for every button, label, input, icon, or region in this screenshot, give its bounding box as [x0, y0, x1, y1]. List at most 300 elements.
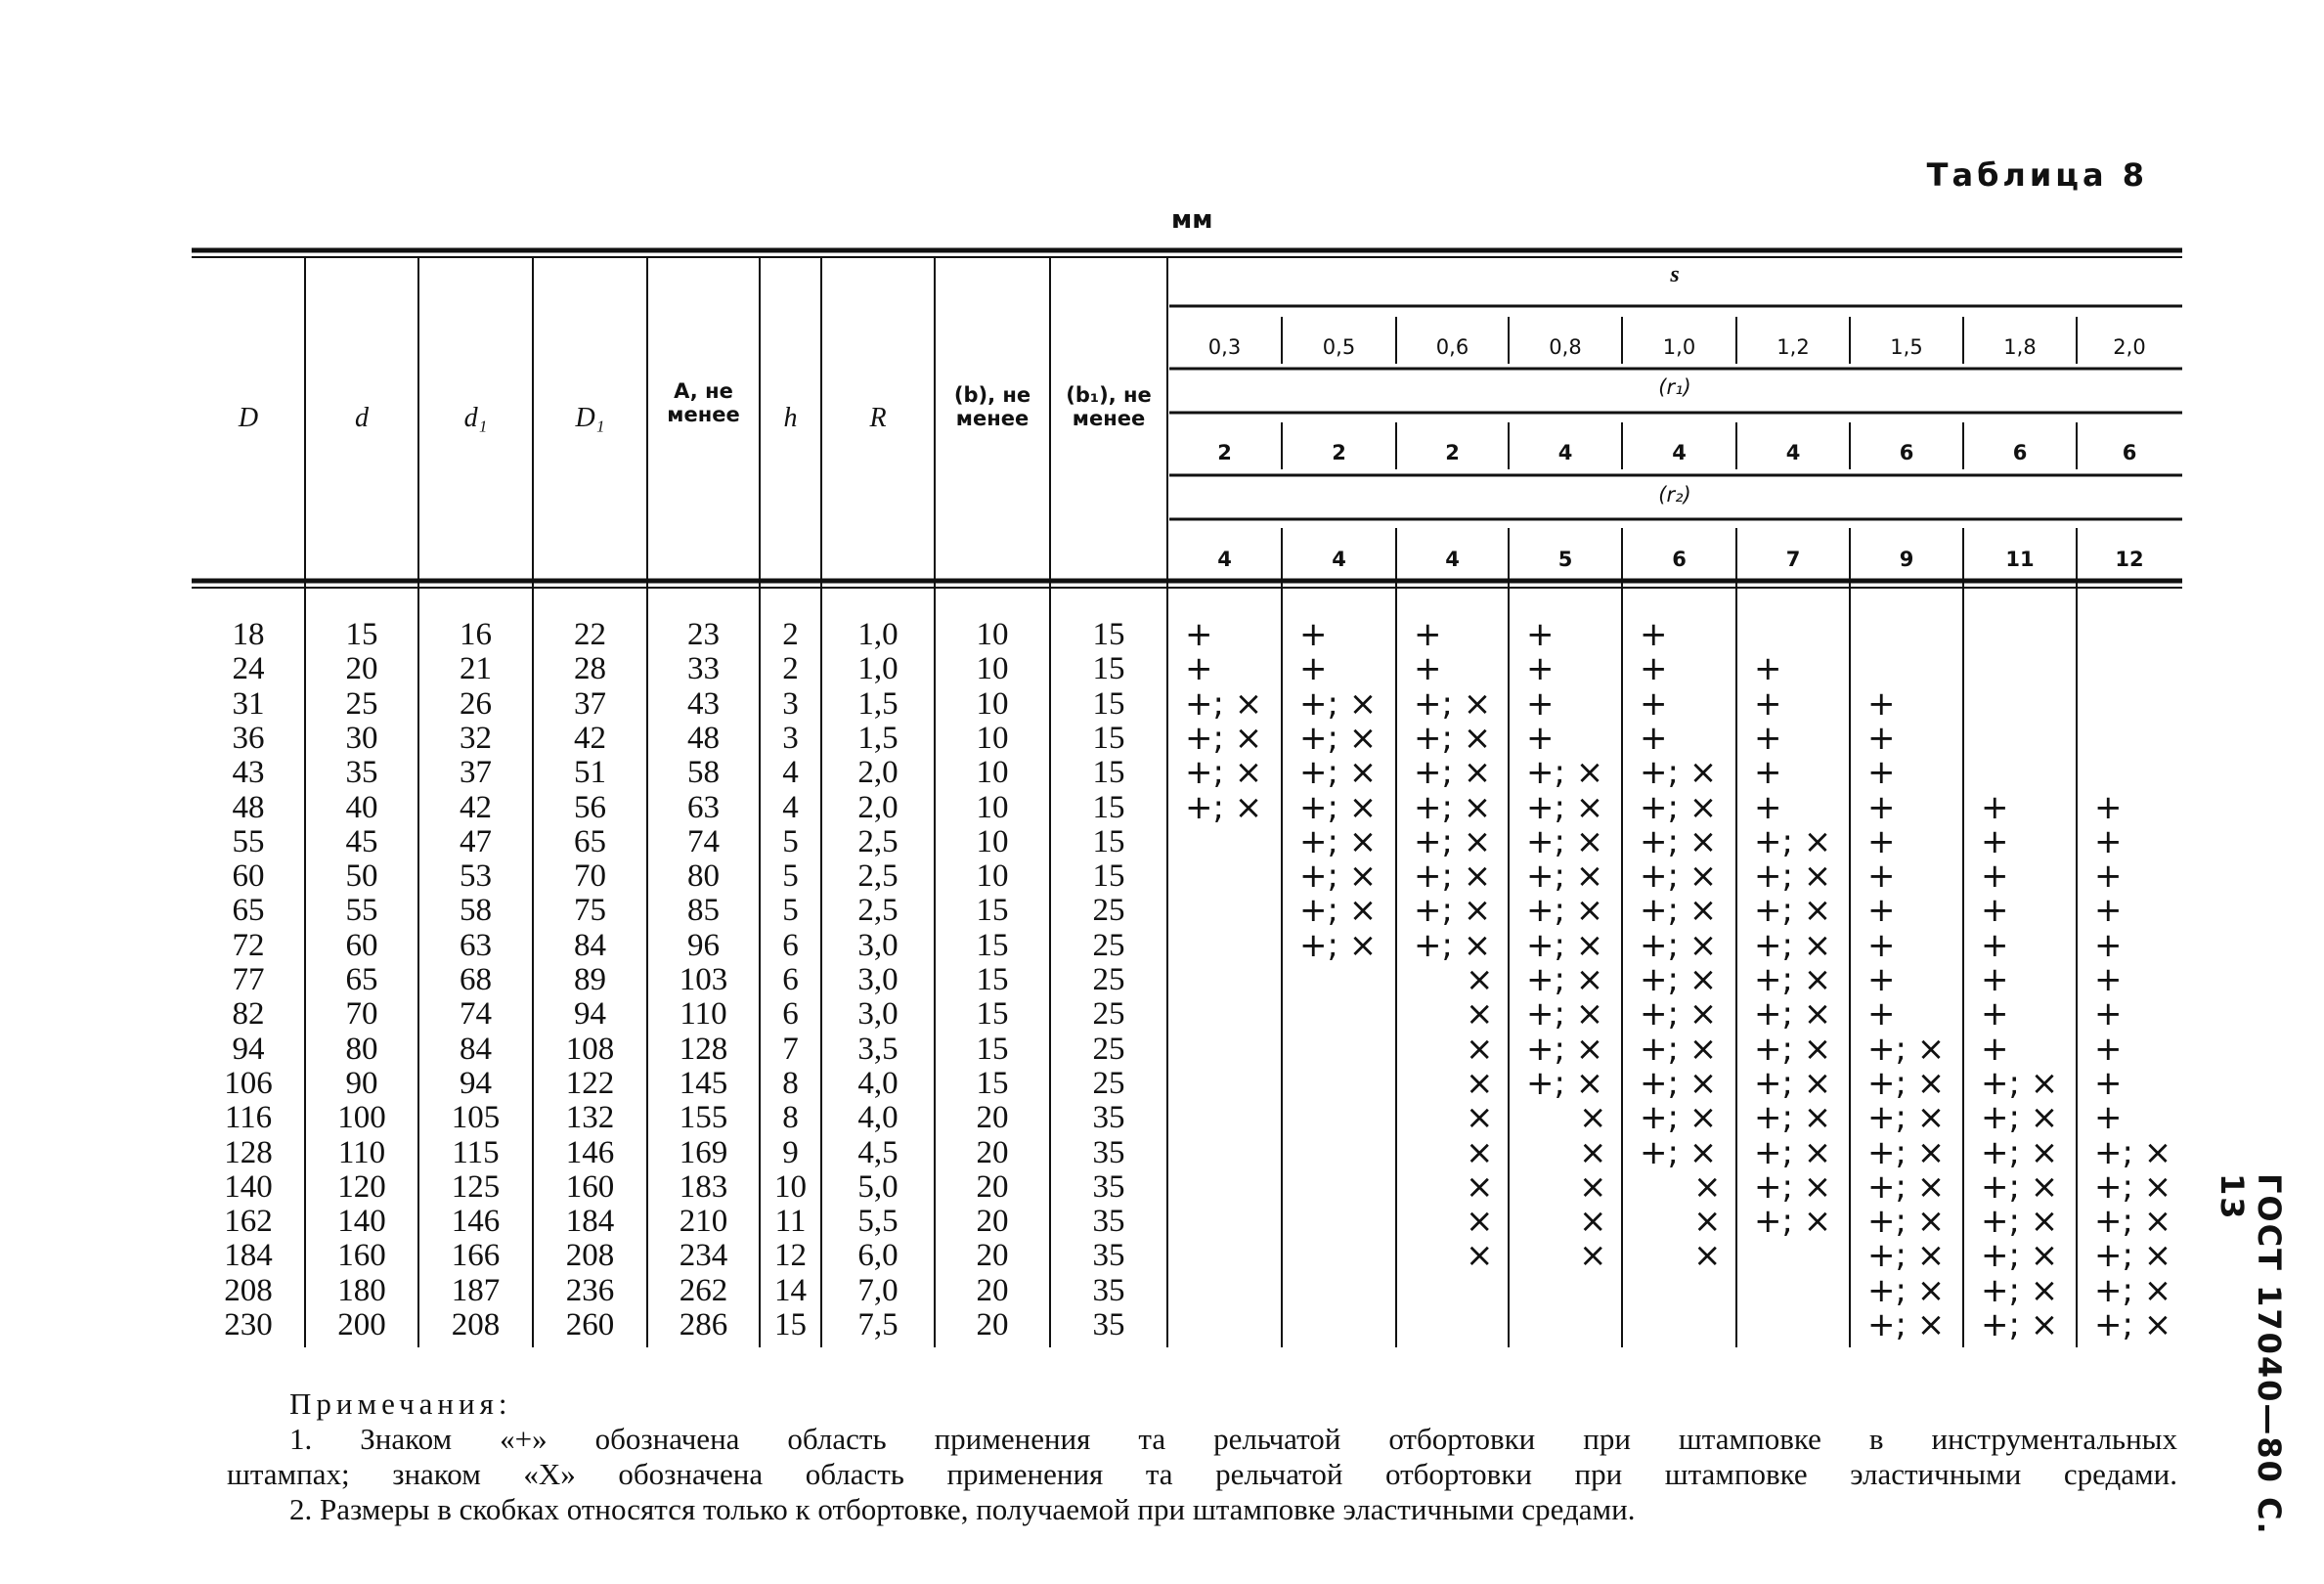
table-cell: 10	[976, 720, 1009, 756]
side-standard-label: ГОСТ 17040—80 С. 13	[2214, 1173, 2288, 1536]
mark-cell: +; ×	[1299, 787, 1378, 827]
col-header-D: D	[238, 403, 259, 433]
mark-cell: +; ×	[1754, 1202, 1832, 1242]
mark-cell: +; ×	[1640, 1063, 1718, 1103]
table-cell: 33	[687, 651, 720, 687]
s-value-0: 0,3	[1207, 335, 1242, 359]
mark-cell: +; ×	[1867, 1029, 1946, 1069]
table-cell: 106	[224, 1065, 273, 1101]
mark-cell: +; ×	[1526, 925, 1604, 965]
mark-cell: +	[1754, 787, 1782, 827]
table-cell: 180	[337, 1272, 386, 1308]
table-cell: 15	[1092, 685, 1125, 722]
mark-cell: +; ×	[1981, 1236, 2059, 1276]
table-cell: 35	[1092, 1204, 1125, 1240]
table-cell: 63	[460, 927, 492, 963]
mark-cell: +; ×	[1640, 891, 1718, 931]
notes-block	[227, 1386, 2177, 1527]
table-cell: 4,0	[857, 1100, 899, 1136]
mark-cell: +	[1867, 821, 1896, 861]
table-cell: 20	[345, 651, 378, 687]
table-cell: 56	[574, 789, 606, 825]
table-cell: 145	[679, 1065, 728, 1101]
table-cell: 110	[337, 1134, 386, 1170]
mark-cell: +; ×	[1754, 994, 1832, 1034]
table-cell: 286	[679, 1307, 728, 1342]
mark-cell: ×	[1466, 994, 1494, 1034]
mark-cell: +; ×	[1414, 718, 1492, 758]
table-cell: 3	[782, 685, 799, 722]
mark-cell: +; ×	[2094, 1132, 2172, 1172]
table-cell: 20	[976, 1272, 1009, 1308]
table-cell: 5	[782, 823, 799, 859]
mark-cell: +	[1754, 753, 1782, 793]
table-cell: 25	[1092, 996, 1125, 1033]
mark-cell: +; ×	[1754, 1063, 1832, 1103]
mark-cell: +; ×	[1414, 683, 1492, 724]
col-header-d1: d₁	[463, 403, 488, 433]
table-cell: 3,0	[857, 962, 899, 997]
table-cell: 10	[976, 789, 1009, 825]
mark-cell: +	[2094, 891, 2123, 931]
mark-cell: +	[2094, 857, 2123, 897]
mark-cell: +; ×	[1299, 753, 1378, 793]
r1-value-7: 6	[2012, 441, 2028, 464]
mark-cell: +; ×	[1414, 857, 1492, 897]
mark-cell: ×	[1579, 1202, 1607, 1242]
table-cell: 166	[451, 1238, 501, 1274]
table-cell: 6	[782, 996, 799, 1033]
r2-value-6: 9	[1899, 548, 1914, 571]
table-cell: 128	[679, 1031, 728, 1067]
table-cell: 20	[976, 1307, 1009, 1342]
mark-cell: +; ×	[1526, 1063, 1604, 1103]
mark-cell: +	[2094, 1029, 2123, 1069]
table-cell: 2	[782, 651, 799, 687]
table-cell: 15	[976, 1065, 1009, 1101]
mark-cell: +; ×	[1981, 1098, 2059, 1138]
mark-cell: +; ×	[1640, 1029, 1718, 1069]
table-cell: 140	[224, 1168, 273, 1205]
mark-cell: +	[1981, 1029, 2009, 1069]
table-cell: 4	[782, 755, 799, 791]
table-cell: 140	[337, 1204, 386, 1240]
mark-cell: +; ×	[1526, 857, 1604, 897]
mark-cell: +; ×	[1867, 1098, 1946, 1138]
mark-cell: +	[2094, 821, 2123, 861]
table-cell: 43	[232, 755, 265, 791]
note-1-line-1: 1. Знаком «+» обозначена область применения та рельчатой отбортовки при штамповке в инструментальных	[289, 1422, 2177, 1456]
table-cell: 187	[451, 1272, 501, 1308]
table-cell: 10	[976, 685, 1009, 722]
table-cell: 45	[345, 823, 378, 859]
table-cell: 96	[687, 927, 720, 963]
mark-cell: +; ×	[1867, 1166, 1946, 1207]
mark-cell: ×	[1466, 960, 1494, 999]
mark-cell: +	[2094, 994, 2123, 1034]
mark-cell: +	[1867, 683, 1896, 724]
table-cell: 15	[976, 893, 1009, 929]
table-cell: 94	[574, 996, 606, 1033]
mark-cell: +; ×	[1640, 753, 1718, 793]
mark-cell: +; ×	[1981, 1166, 2059, 1207]
s-value-1: 0,5	[1322, 335, 1356, 359]
table-cell: 15	[1092, 858, 1125, 895]
r2-value-0: 4	[1217, 548, 1232, 571]
r2-value-7: 11	[2005, 548, 2035, 571]
mark-cell: +; ×	[1299, 857, 1378, 897]
table-cell: 55	[232, 823, 265, 859]
mark-cell: +; ×	[1754, 857, 1832, 897]
mark-cell: +	[1754, 718, 1782, 758]
mark-cell: +	[1640, 649, 1668, 689]
s-value-7: 1,8	[2003, 335, 2037, 359]
mark-cell: +	[1526, 615, 1555, 654]
mark-cell: ×	[1579, 1236, 1607, 1276]
table-cell: 6	[782, 927, 799, 963]
table-cell: 1,0	[857, 617, 899, 652]
mark-cell: +; ×	[2094, 1305, 2172, 1344]
mark-cell: +; ×	[1867, 1132, 1946, 1172]
table-cell: 20	[976, 1168, 1009, 1205]
table-cell: 20	[976, 1238, 1009, 1274]
table-cell: 162	[224, 1204, 273, 1240]
table-cell: 25	[1092, 1031, 1125, 1067]
mark-cell: ×	[1579, 1098, 1607, 1138]
table-cell: 4,5	[857, 1134, 899, 1170]
table-cell: 2,5	[857, 858, 899, 895]
table-cell: 160	[565, 1168, 615, 1205]
mark-cell: +	[1867, 787, 1896, 827]
table-cell: 4,0	[857, 1065, 899, 1101]
mark-cell: +; ×	[1754, 1166, 1832, 1207]
mark-cell: +	[2094, 960, 2123, 999]
mark-cell: +; ×	[1981, 1063, 2059, 1103]
mark-cell: +; ×	[1754, 821, 1832, 861]
table-cell: 15	[1092, 651, 1125, 687]
mark-cell: ×	[1466, 1029, 1494, 1069]
table-cell: 234	[679, 1238, 728, 1274]
table-cell: 35	[1092, 1168, 1125, 1205]
table-cell: 35	[1092, 1100, 1125, 1136]
table-cell: 116	[224, 1100, 273, 1136]
r2-value-3: 5	[1557, 548, 1573, 571]
table-cell: 85	[687, 893, 720, 929]
table-cell: 55	[345, 893, 378, 929]
mark-cell: +	[1640, 683, 1668, 724]
table-cell: 21	[460, 651, 492, 687]
mark-cell: +	[1526, 718, 1555, 758]
table-cell: 25	[1092, 962, 1125, 997]
table-cell: 15	[976, 962, 1009, 997]
table-cell: 25	[1092, 893, 1125, 929]
table-cell: 63	[687, 789, 720, 825]
mark-cell: +; ×	[1640, 821, 1718, 861]
table-cell: 37	[460, 755, 492, 791]
mark-cell: +	[1981, 787, 2009, 827]
table-cell: 155	[679, 1100, 728, 1136]
table-cell: 15	[1092, 789, 1125, 825]
table-cell: 6,0	[857, 1238, 899, 1274]
table-cell: 84	[460, 1031, 492, 1067]
mark-cell: +; ×	[1754, 1132, 1832, 1172]
table-cell: 20	[976, 1204, 1009, 1240]
mark-cell: +; ×	[1414, 891, 1492, 931]
mark-cell: +	[1640, 718, 1668, 758]
mark-cell: +	[1981, 960, 2009, 999]
table-cell: 70	[574, 858, 606, 895]
mark-cell: +	[2094, 925, 2123, 965]
table-cell: 15	[1092, 823, 1125, 859]
table-cell: 31	[232, 685, 265, 722]
table-cell: 23	[687, 617, 720, 652]
mark-cell: +; ×	[2094, 1270, 2172, 1310]
table-cell: 36	[232, 720, 265, 756]
mark-cell: +; ×	[1754, 1029, 1832, 1069]
table-cell: 200	[337, 1307, 386, 1342]
r2-value-1: 4	[1332, 548, 1346, 571]
mark-cell: +	[1299, 615, 1328, 654]
mark-cell: +; ×	[1526, 994, 1604, 1034]
table-cell: 120	[337, 1168, 386, 1205]
r2-value-2: 4	[1445, 548, 1460, 571]
table-cell: 20	[976, 1134, 1009, 1170]
mark-cell: +; ×	[2094, 1166, 2172, 1207]
mark-cell: +; ×	[1640, 1132, 1718, 1172]
table-cell: 4	[782, 789, 799, 825]
table-cell: 5	[782, 893, 799, 929]
table-cell: 74	[687, 823, 720, 859]
table-cell: 12	[774, 1238, 807, 1274]
mark-cell: +	[1754, 683, 1782, 724]
mark-cell: +; ×	[1299, 683, 1378, 724]
table-cell: 82	[232, 996, 265, 1033]
table-cell: 146	[451, 1204, 501, 1240]
mark-cell: +	[1867, 718, 1896, 758]
mark-cell: ×	[1466, 1166, 1494, 1207]
table-cell: 65	[232, 893, 265, 929]
mark-cell: +	[1867, 857, 1896, 897]
table-cell: 260	[565, 1307, 615, 1342]
table-cell: 208	[451, 1307, 501, 1342]
table-cell: 37	[574, 685, 606, 722]
table-cell: 10	[976, 617, 1009, 652]
mark-cell: ×	[1466, 1098, 1494, 1138]
table-cell: 28	[574, 651, 606, 687]
r1-value-5: 4	[1785, 441, 1801, 464]
table-cell: 42	[574, 720, 606, 756]
mark-cell: +; ×	[1526, 753, 1604, 793]
mark-cell: +	[1867, 891, 1896, 931]
mark-cell: +; ×	[1185, 718, 1263, 758]
note-2: 2. Размеры в скобках относятся только к отбортовке, получаемой при штамповке эластичными средами.	[289, 1492, 1636, 1526]
table-cell: 84	[574, 927, 606, 963]
table-cell: 7,0	[857, 1272, 899, 1308]
table-cell: 103	[679, 962, 728, 997]
table-cell: 14	[774, 1272, 807, 1308]
notes-title: Примечания:	[289, 1386, 512, 1421]
col-header-A: A, не менее	[667, 379, 740, 426]
table-cell: 11	[774, 1204, 807, 1240]
col-header-h: h	[783, 403, 798, 433]
table-cell: 15	[976, 927, 1009, 963]
table-cell: 20	[976, 1100, 1009, 1136]
mark-cell: ×	[1466, 1063, 1494, 1103]
table-cell: 75	[574, 893, 606, 929]
mark-cell: +; ×	[1867, 1305, 1946, 1344]
mark-cell: +; ×	[1526, 891, 1604, 931]
r1-value-6: 6	[1899, 441, 1914, 464]
mark-cell: +	[1981, 891, 2009, 931]
table-cell: 10	[976, 651, 1009, 687]
r1-value-0: 2	[1217, 441, 1232, 464]
unit-label: мм	[1171, 205, 1213, 235]
mark-cell: +	[1526, 683, 1555, 724]
table-cell: 2,0	[857, 789, 899, 825]
table-cell: 5	[782, 858, 799, 895]
table-cell: 60	[232, 858, 265, 895]
s-value-6: 1,5	[1890, 335, 1923, 359]
mark-cell: +; ×	[1867, 1270, 1946, 1310]
table-cell: 15	[976, 996, 1009, 1033]
col-header-R: R	[869, 403, 887, 433]
mark-cell: +; ×	[1640, 1098, 1718, 1138]
table-cell: 26	[460, 685, 492, 722]
table-cell: 7	[782, 1031, 799, 1067]
mark-cell: +; ×	[2094, 1236, 2172, 1276]
mark-cell: +; ×	[1299, 821, 1378, 861]
r1-value-3: 4	[1557, 441, 1573, 464]
mark-cell: +	[1414, 615, 1442, 654]
table-cell: 22	[574, 617, 606, 652]
table-cell: 35	[1092, 1134, 1125, 1170]
table-cell: 72	[232, 927, 265, 963]
table-cell: 10	[976, 858, 1009, 895]
table-cell: 6	[782, 962, 799, 997]
table-cell: 50	[345, 858, 378, 895]
table-cell: 74	[460, 996, 492, 1033]
r1-value-2: 2	[1445, 441, 1460, 464]
mark-cell: +; ×	[1867, 1236, 1946, 1276]
mark-cell: +	[2094, 1063, 2123, 1103]
table-cell: 9	[782, 1134, 799, 1170]
r2-value-8: 12	[2115, 548, 2144, 571]
table-cell: 10	[774, 1168, 807, 1205]
table-cell: 89	[574, 962, 606, 997]
table-cell: 3,5	[857, 1031, 899, 1067]
table-cell: 77	[232, 962, 265, 997]
table-cell: 1,0	[857, 651, 899, 687]
table-cell: 35	[1092, 1238, 1125, 1274]
mark-cell: +; ×	[1299, 718, 1378, 758]
mark-cell: +; ×	[1640, 925, 1718, 965]
table-cell: 15	[1092, 720, 1125, 756]
table-cell: 183	[679, 1168, 728, 1205]
table-cell: 100	[337, 1100, 386, 1136]
mark-cell: ×	[1579, 1166, 1607, 1207]
table-cell: 2,0	[857, 755, 899, 791]
mark-cell: +	[1299, 649, 1328, 689]
table-cell: 48	[232, 789, 265, 825]
mark-cell: +	[1867, 925, 1896, 965]
col-header-D1: D₁	[575, 403, 605, 433]
table-cell: 184	[224, 1238, 273, 1274]
mark-cell: +; ×	[1299, 891, 1378, 931]
table-cell: 128	[224, 1134, 273, 1170]
mark-cell: +; ×	[1526, 1029, 1604, 1069]
table-cell: 8	[782, 1100, 799, 1136]
mark-cell: +	[1526, 649, 1555, 689]
table-cell: 10	[976, 823, 1009, 859]
table-cell: 94	[232, 1031, 265, 1067]
mark-cell: +	[1414, 649, 1442, 689]
mark-cell: +; ×	[1185, 753, 1263, 793]
col-header-d: d	[355, 403, 369, 433]
table-cell: 8	[782, 1065, 799, 1101]
table-cell: 58	[460, 893, 492, 929]
mark-cell: +; ×	[1981, 1305, 2059, 1344]
table-cell: 16	[460, 617, 492, 652]
mark-cell: ×	[1693, 1166, 1722, 1207]
col-header-b1: (b₁), не менее	[1066, 383, 1152, 430]
table-cell: 3,0	[857, 927, 899, 963]
mark-cell: +; ×	[1414, 787, 1492, 827]
mark-cell: ×	[1466, 1132, 1494, 1172]
mark-cell: +	[1867, 994, 1896, 1034]
mark-cell: +; ×	[1640, 787, 1718, 827]
mark-cell: +; ×	[1981, 1132, 2059, 1172]
table-cell: 125	[451, 1168, 501, 1205]
table-cell: 5,5	[857, 1204, 899, 1240]
note-1-line-2: штампах; знаком «X» обозначена область применения та рельчатой отбортовки при штамповке эластичными средами.	[227, 1457, 2177, 1491]
mark-cell: +; ×	[1640, 994, 1718, 1034]
table-cell: 160	[337, 1238, 386, 1274]
table-cell: 1,5	[857, 685, 899, 722]
table-cell: 15	[1092, 617, 1125, 652]
mark-cell: +; ×	[1526, 960, 1604, 999]
mark-cell: +; ×	[1414, 821, 1492, 861]
table-cell: 60	[345, 927, 378, 963]
mark-cell: ×	[1693, 1202, 1722, 1242]
table-cell: 132	[565, 1100, 615, 1136]
table-cell: 25	[1092, 1065, 1125, 1101]
mark-cell: +; ×	[1754, 1098, 1832, 1138]
r2-value-5: 7	[1785, 548, 1801, 571]
table-cell: 18	[232, 617, 265, 652]
mark-cell: ×	[1466, 1236, 1494, 1276]
table-cell: 7,5	[857, 1307, 899, 1342]
table-cell: 24	[232, 651, 265, 687]
mark-cell: +	[1867, 960, 1896, 999]
table-cell: 80	[345, 1031, 378, 1067]
table-cell: 15	[976, 1031, 1009, 1067]
mark-cell: +; ×	[1526, 821, 1604, 861]
mark-cell: +; ×	[1185, 683, 1263, 724]
r1-value-1: 2	[1332, 441, 1346, 464]
r2-value-4: 6	[1672, 548, 1687, 571]
mark-cell: +; ×	[1640, 960, 1718, 999]
table-cell: 51	[574, 755, 606, 791]
s-value-8: 2,0	[2113, 335, 2146, 359]
mark-cell: +	[2094, 787, 2123, 827]
mark-cell: +	[1185, 649, 1213, 689]
table-cell: 3	[782, 720, 799, 756]
table-cell: 5,0	[857, 1168, 899, 1205]
table-cell: 230	[224, 1307, 273, 1342]
s-value-2: 0,6	[1435, 335, 1469, 359]
table-cell: 48	[687, 720, 720, 756]
table-cell: 10	[976, 755, 1009, 791]
